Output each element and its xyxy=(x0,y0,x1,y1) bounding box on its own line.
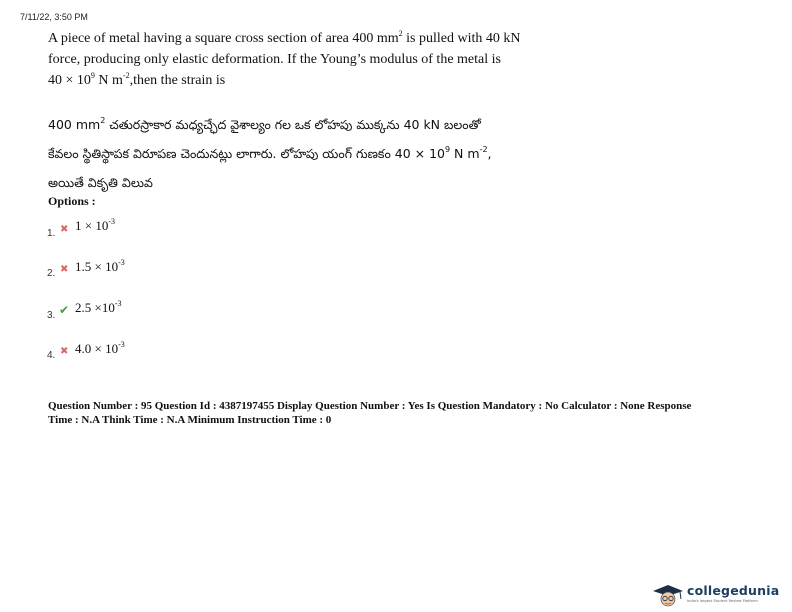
option-number: 1. xyxy=(47,228,56,239)
metadata-line-2: Time : N.A Think Time : N.A Minimum Instruction Time : 0 xyxy=(48,413,332,426)
question-metadata xyxy=(48,400,768,427)
question-english xyxy=(48,28,608,91)
question-en-line-3: $40 \times 10^9$ N $m^{-2},then$ the strain is xyxy=(48,71,226,88)
question-te-line-3: అయితే వికృతి విలువ xyxy=(48,175,153,190)
option-number: 4. xyxy=(47,350,56,361)
logo-tagline: India's largest Student Review Platform xyxy=(687,599,758,603)
logo-wordmark: collegedunia xyxy=(687,583,780,598)
timestamp: 7/11/22, 3:50 PM xyxy=(20,12,88,22)
option-text: $1 \times 10^{-3}$ xyxy=(75,217,116,233)
check-mark-icon: ✔ xyxy=(59,303,70,317)
option-text: $4.0 \times 10^{-3}$ xyxy=(75,340,125,356)
options-label: Options : xyxy=(48,194,96,208)
wrong-mark-icon: ✖ xyxy=(60,264,69,275)
option-text: $2.5 \times 10^{-3}$ xyxy=(75,299,122,315)
question-te-line-2: కేవలం స్థితిస్థాపక విరూపణ చెందునట్లు లాగారు. లోహపు యంగ్ గుణకం $40 \times 10^9$ N $m^{-2}$, xyxy=(48,145,492,161)
option-number: 2. xyxy=(47,268,56,279)
question-te-line-1: 400 $mm^2$ చతురస్రాకార మధ్యచ్ఛేద వైశాల్యం గల ఒక లోహపు ముక్కను 40 kN బలంతో xyxy=(48,116,481,132)
wrong-mark-icon: ✖ xyxy=(60,346,69,357)
metadata-line-1: Question Number : 95 Question Id : 4387197455 Display Question Number : Yes Is Question Mandatory : No Calculator : None Response xyxy=(48,400,692,412)
option-number: 3. xyxy=(47,310,56,321)
mascot-icon xyxy=(650,582,686,608)
question-en-line-2: force, producing only elastic deformation. If the Young’s modulus of the metal is xyxy=(48,52,501,67)
wrong-mark-icon: ✖ xyxy=(60,224,69,235)
collegedunia-logo xyxy=(650,582,792,608)
option-text: $1.5 \times 10^{-3}$ xyxy=(75,258,125,274)
question-en-line-1: A piece of metal having a square cross section of area 400 $mm^2$ is pulled with 40 kN xyxy=(48,29,521,46)
question-telugu xyxy=(48,110,608,197)
